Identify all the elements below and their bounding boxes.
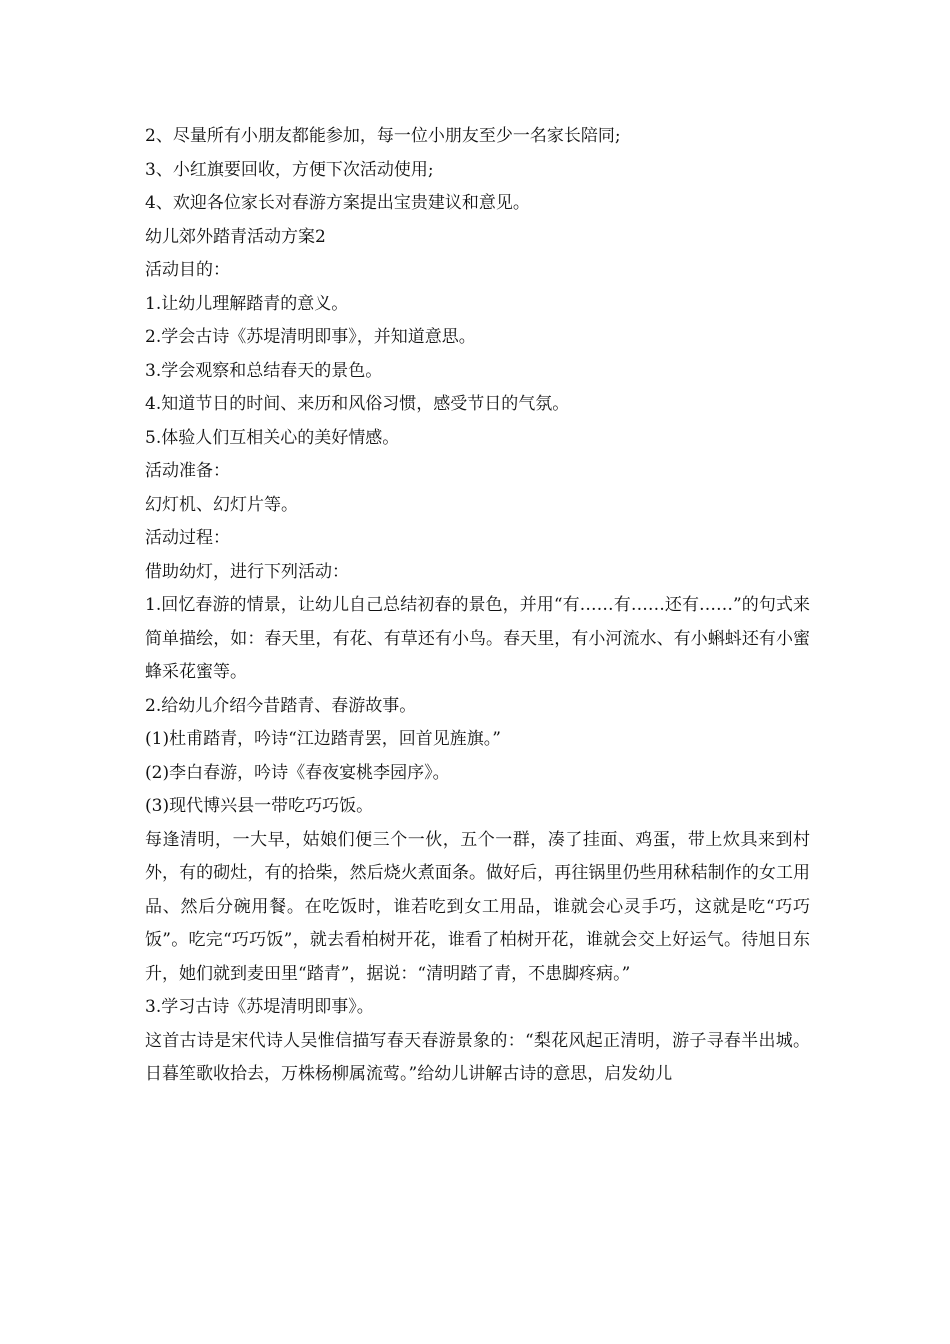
list-item-red-flags: 3、小红旗要回收，方便下次活动使用; <box>145 159 434 180</box>
heading-process: 活动过程： <box>145 528 230 548</box>
story-item-2: (2)李白春游，吟诗《春夜宴桃李园序》。 <box>145 762 450 783</box>
heading-goals: 活动目的： <box>145 260 230 280</box>
preparation-text: 幻灯机、幻灯片等。 <box>145 494 298 515</box>
list-item-suggestions: 4、欢迎各位家长对春游方案提出宝贵建议和意见。 <box>145 193 530 213</box>
step-stories: 2.给幼儿介绍今昔踏青、春游故事。 <box>145 695 417 716</box>
step-poem: 3.学习古诗《苏堤清明即事》。 <box>145 997 374 1017</box>
process-intro: 借助幼灯，进行下列活动： <box>145 561 349 582</box>
story-item-3: (3)现代博兴县一带吃巧巧饭。 <box>145 796 374 816</box>
goal-item-2: 2.学会古诗《苏堤清明即事》，并知道意思。 <box>145 327 476 347</box>
paragraph-recall-spring: 1.回忆春游的情景，让幼儿自己总结初春的景色，并用“有……有……还有……”的句式来简单描绘，如：春天里，有花、有草还有小鸟。春天里，有小河流水、有小蝌蚪还有小蜜蜂采花蜜等。 <box>145 595 810 682</box>
paragraph-poem: 这首古诗是宋代诗人吴惟信描写春天春游景象的：“梨花风起正清明，游子寻春半出城。日暮笙歌收拾去，万株杨柳属流莺。”给幼儿讲解古诗的意思，启发幼儿 <box>145 1030 810 1084</box>
list-item-all-children: 2、尽量所有小朋友都能参加，每一位小朋友至少一名家长陪同; <box>145 126 621 146</box>
goal-item-4: 4.知道节日的时间、来历和风俗习惯，感受节日的气氛。 <box>145 394 570 414</box>
goal-item-1: 1.让幼儿理解踏青的意义。 <box>145 293 349 314</box>
document-body <box>145 120 810 1092</box>
heading-preparation: 活动准备： <box>145 461 230 481</box>
goal-item-5: 5.体验人们互相关心的美好情感。 <box>145 427 400 448</box>
goal-item-3: 3.学会观察和总结春天的景色。 <box>145 360 383 381</box>
paragraph-custom: 每逢清明，一大早，姑娘们便三个一伙，五个一群，凑了挂面、鸡蛋，带上炊具来到村外，有的砌灶，有的拾柴，然后烧火煮面条。做好后，再往锅里仍些用秫秸制作的女工用品、然后分碗用餐。在吃饭时，谁若吃到女工用品，谁就会心灵手巧，这就是吃“巧巧饭”。吃完“巧巧饭”，就去看柏树开花，谁看了柏树开花，谁就会交上好运气。待旭日东升，她们就到麦田里“踏青”，据说：“清明踏了青，不患脚疼病。” <box>145 829 810 984</box>
section-title: 幼儿郊外踏青活动方案2 <box>145 226 326 247</box>
story-item-1: (1)杜甫踏青，吟诗“江边踏青罢，回首见旌旗。” <box>145 729 501 749</box>
